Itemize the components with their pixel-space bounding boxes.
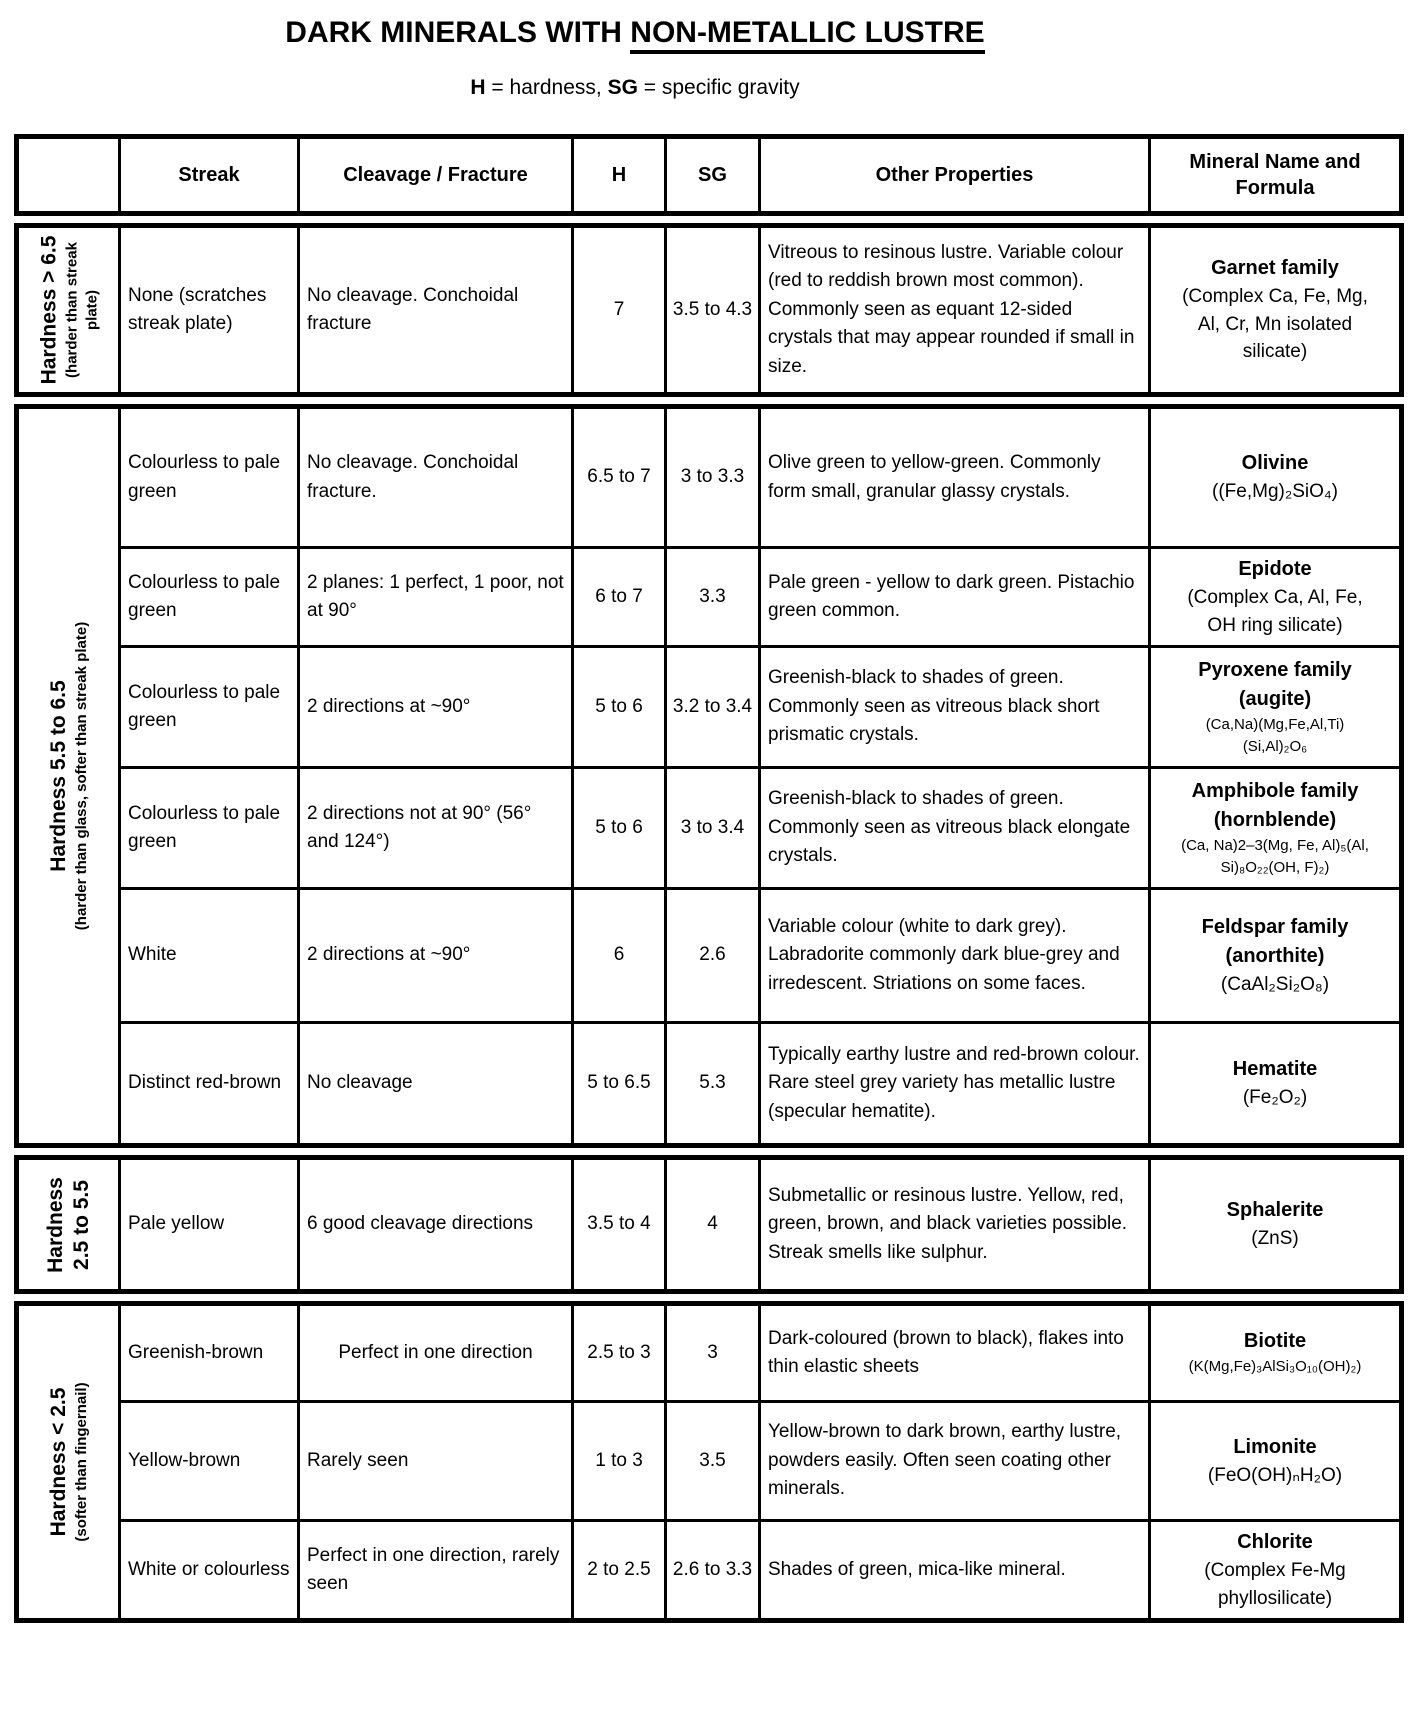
mineral-formula-line: (ZnS)	[1251, 1228, 1299, 1250]
cell-streak: Colourless to pale green	[118, 645, 297, 766]
header-cell-sg: SG	[664, 139, 758, 211]
mineral-formula-line: (Ca,Na)(Mg,Fe,Al,Ti)	[1205, 715, 1345, 733]
cell-sg: 3.5	[664, 1400, 758, 1519]
cell-other-properties: Greenish-black to shades of green. Commonly seen as vitreous black elongate crystals.	[758, 766, 1148, 887]
group-label-sub: (harder than glass, softer than streak plate)	[72, 621, 90, 931]
header-cell-cleavage: Cleavage / Fracture	[297, 139, 571, 211]
cell-streak: White	[118, 887, 297, 1021]
group-label	[46, 1307, 92, 1617]
cell-hardness: 7	[571, 228, 664, 392]
cell-sg: 3.2 to 3.4	[664, 645, 758, 766]
cell-sg: 2.6	[664, 887, 758, 1021]
cell-sg: 3 to 3.3	[664, 409, 758, 546]
header-cell-other-properties: Other Properties	[758, 139, 1148, 211]
cell-sg: 3.3	[664, 546, 758, 645]
cell-streak: White or colourless	[118, 1519, 297, 1618]
cell-sg: 2.6 to 3.3	[664, 1519, 758, 1618]
page-title-underlined: NON-METALLIC LUSTRE	[630, 16, 984, 54]
cell-streak: Greenish-brown	[118, 1306, 297, 1400]
group-label-sub: (harder than streak plate)	[63, 242, 100, 378]
header-cell-group	[19, 139, 118, 211]
cell-cleavage: Perfect in one direction	[297, 1306, 571, 1400]
cell-mineral-pyroxene	[1148, 645, 1399, 766]
cell-streak: Distinct red-brown	[118, 1021, 297, 1143]
cell-cleavage: Perfect in one direction, rarely seen	[297, 1519, 571, 1618]
hardness-group-2-5-to-5-5	[14, 1155, 1404, 1294]
group-label	[42, 1165, 95, 1285]
cell-hardness: 5 to 6.5	[571, 1021, 664, 1143]
mineral-formula-line: Al, Cr, Mn isolated	[1197, 313, 1353, 335]
page-title	[0, 16, 1270, 50]
cell-hardness: 1 to 3	[571, 1400, 664, 1519]
cell-streak: Colourless to pale green	[118, 546, 297, 645]
cell-other-properties: Pale green - yellow to dark green. Pistachio green common.	[758, 546, 1148, 645]
mineral-name: Limonite	[1233, 1435, 1317, 1458]
header-cell-mineral-name: Mineral Name and Formula	[1148, 139, 1399, 211]
group-label-cell	[19, 1306, 118, 1618]
mineral-formula-line: OH ring silicate)	[1207, 614, 1343, 636]
group-label-sub: (softer than fingernail)	[72, 1382, 90, 1542]
cell-other-properties: Vitreous to resinous lustre. Variable colour (red to reddish brown most common). Commonly seen as equant 12-sided crystals that may appear rounded if small in size.	[758, 228, 1148, 392]
cell-mineral-biotite	[1148, 1306, 1399, 1400]
cell-other-properties: Variable colour (white to dark grey). Labradorite commonly dark blue-grey and irredescent. Striations on some faces.	[758, 887, 1148, 1021]
mineral-subname: (anorthite)	[1225, 944, 1325, 967]
mineral-name: Hematite	[1232, 1058, 1318, 1081]
cell-mineral-limonite	[1148, 1400, 1399, 1519]
mineral-formula-line: Si)₈O₂₂(OH, F)₂)	[1220, 859, 1330, 877]
legend-h-text: = hardness,	[485, 76, 608, 99]
mineral-name: Epidote	[1238, 558, 1312, 580]
legend-h-abbrev: H	[470, 76, 486, 99]
mineral-subname: (hornblende)	[1213, 808, 1337, 831]
legend-sg-text: = specific gravity	[637, 76, 800, 99]
cell-hardness: 6 to 7	[571, 546, 664, 645]
header-cell-streak: Streak	[118, 139, 297, 211]
mineral-name: Biotite	[1243, 1330, 1307, 1353]
cell-hardness: 5 to 6	[571, 766, 664, 887]
mineral-name: Feldspar family	[1201, 915, 1349, 938]
cell-mineral-garnet	[1148, 228, 1399, 392]
mineral-formula-line: (K(Mg,Fe)₃AlSi₃O₁₀(OH)₂)	[1188, 1358, 1362, 1376]
group-label-cell	[19, 1160, 118, 1289]
hardness-group-over-6-5	[14, 223, 1404, 397]
cell-mineral-epidote	[1148, 546, 1399, 645]
cell-other-properties: Greenish-black to shades of green. Commonly seen as vitreous black short prismatic crystals.	[758, 645, 1148, 766]
mineral-formula-line: (Si,Al)₂O₆	[1242, 738, 1308, 756]
mineral-formula-line: (Complex Fe-Mg	[1204, 1560, 1346, 1582]
cell-other-properties: Dark-coloured (brown to black), flakes into thin elastic sheets	[758, 1306, 1148, 1400]
mineral-formula-line: ((Fe,Mg)₂SiO₄)	[1212, 481, 1338, 503]
cell-mineral-olivine	[1148, 409, 1399, 546]
group-label-cell	[19, 228, 118, 392]
mineral-name: Sphalerite	[1226, 1199, 1324, 1222]
mineral-name: Amphibole family	[1191, 779, 1359, 802]
cell-cleavage: 6 good cleavage directions	[297, 1160, 571, 1289]
mineral-formula-line: (Complex Ca, Fe, Mg,	[1182, 286, 1368, 308]
mineral-name: Pyroxene family	[1198, 658, 1352, 681]
mineral-name: Olivine	[1241, 452, 1309, 475]
mineral-formula-line: (FeO(OH)ₙH₂O)	[1207, 1464, 1343, 1486]
cell-streak: Pale yellow	[118, 1160, 297, 1289]
mineral-name: Garnet family	[1211, 257, 1339, 280]
mineral-formula-line: (Ca, Na)2–3(Mg, Fe, Al)₅(Al,	[1181, 836, 1369, 854]
cell-sg: 3.5 to 4.3	[664, 228, 758, 392]
cell-cleavage: 2 directions not at 90° (56° and 124°)	[297, 766, 571, 887]
mineral-formula-line: phyllosilicate)	[1217, 1587, 1333, 1609]
cell-hardness: 6.5 to 7	[571, 409, 664, 546]
group-label-main: Hardness 2.5 to 5.5	[43, 1176, 93, 1273]
cell-mineral-feldspar	[1148, 887, 1399, 1021]
header-cell-hardness: H	[571, 139, 664, 211]
group-label-cell	[19, 409, 118, 1143]
cell-hardness: 2 to 2.5	[571, 1519, 664, 1618]
cell-other-properties: Olive green to yellow-green. Commonly form small, granular glassy crystals.	[758, 409, 1148, 546]
mineral-formula-line: silicate)	[1242, 341, 1308, 363]
cell-sg: 3 to 3.4	[664, 766, 758, 887]
cell-cleavage: Rarely seen	[297, 1400, 571, 1519]
legend-sg-abbrev: SG	[607, 76, 638, 99]
cell-cleavage: 2 planes: 1 perfect, 1 poor, not at 90°	[297, 546, 571, 645]
cell-other-properties: Shades of green, mica-like mineral.	[758, 1519, 1148, 1618]
cell-mineral-amphibole	[1148, 766, 1399, 887]
hardness-group-5-5-to-6-5	[14, 404, 1404, 1148]
cell-streak: Yellow-brown	[118, 1400, 297, 1519]
cell-hardness: 3.5 to 4	[571, 1160, 664, 1289]
cell-hardness: 6	[571, 887, 664, 1021]
group-label-main: Hardness > 6.5	[36, 235, 60, 385]
cell-mineral-hematite	[1148, 1021, 1399, 1143]
cell-cleavage: No cleavage	[297, 1021, 571, 1143]
cell-mineral-chlorite	[1148, 1519, 1399, 1618]
cell-streak: Colourless to pale green	[118, 409, 297, 546]
cell-streak: Colourless to pale green	[118, 766, 297, 887]
cell-hardness: 5 to 6	[571, 645, 664, 766]
cell-sg: 3	[664, 1306, 758, 1400]
hardness-group-under-2-5	[14, 1301, 1404, 1623]
cell-streak: None (scratches streak plate)	[118, 228, 297, 392]
mineral-formula-line: (Fe₂O₂)	[1242, 1087, 1308, 1109]
mineral-name: Chlorite	[1237, 1531, 1313, 1554]
cell-cleavage: No cleavage. Conchoidal fracture.	[297, 409, 571, 546]
mineral-formula-line: (Complex Ca, Al, Fe,	[1187, 587, 1363, 608]
page-title-prefix: DARK MINERALS WITH	[285, 16, 631, 49]
cell-mineral-sphalerite	[1148, 1160, 1399, 1289]
legend-subtitle	[0, 76, 1270, 100]
group-label-main: Hardness 5.5 to 6.5	[46, 680, 70, 872]
document-heading	[0, 16, 1270, 100]
group-label	[46, 409, 92, 1143]
group-label-main: Hardness < 2.5	[46, 1387, 70, 1537]
cell-cleavage: No cleavage. Conchoidal fracture	[297, 228, 571, 392]
cell-sg: 5.3	[664, 1021, 758, 1143]
cell-sg: 4	[664, 1160, 758, 1289]
cell-other-properties: Yellow-brown to dark brown, earthy lustre, powders easily. Often seen coating other minerals.	[758, 1400, 1148, 1519]
cell-other-properties: Submetallic or resinous lustre. Yellow, red, green, brown, and black varieties possible. Streak smells like sulphur.	[758, 1160, 1148, 1289]
cell-cleavage: 2 directions at ~90°	[297, 887, 571, 1021]
cell-hardness: 2.5 to 3	[571, 1306, 664, 1400]
mineral-formula-line: (CaAl₂Si₂O₈)	[1220, 973, 1330, 995]
cell-other-properties: Typically earthy lustre and red-brown colour. Rare steel grey variety has metallic lustre (specular hematite).	[758, 1021, 1148, 1143]
table-header-row	[14, 134, 1404, 216]
cell-cleavage: 2 directions at ~90°	[297, 645, 571, 766]
mineral-subname: (augite)	[1238, 687, 1312, 710]
group-label	[36, 234, 101, 386]
